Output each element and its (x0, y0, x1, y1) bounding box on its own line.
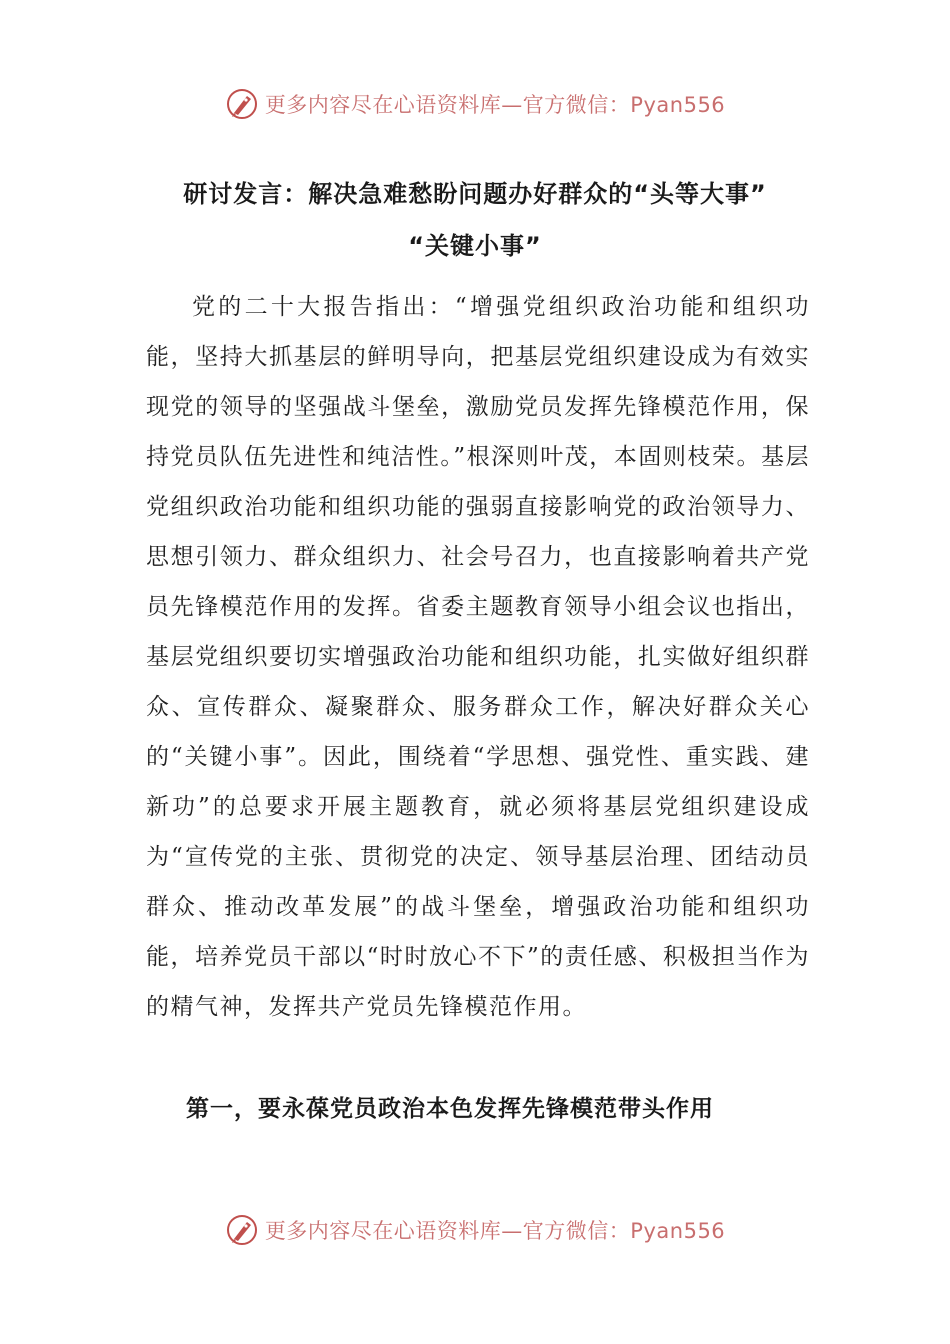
pen-nib-icon (225, 87, 259, 121)
watermark-text: 更多内容尽在心语资料库—官方微信：Pyan556 (264, 93, 726, 117)
header-watermark (0, 84, 950, 124)
pen-nib-icon (225, 1213, 259, 1247)
document-title-line-1: 研讨发言：解决急难愁盼问题办好群众的“头等大事” (183, 180, 767, 208)
footer-watermark (0, 1210, 950, 1250)
section-heading: 第一，要永葆党员政治本色发挥先锋模范带头作用 (186, 1096, 714, 1122)
watermark-text: 更多内容尽在心语资料库—官方微信：Pyan556 (264, 1219, 726, 1243)
document-title-line-2: “关键小事” (408, 232, 542, 260)
body-paragraph: 党的二十大报告指出：“增强党组织政治功能和组织功能，坚持大抓基层的鲜明导向，把基层党组织建设成为有效实现党的领导的坚强战斗堡垒，激励党员发挥先锋模范作用，保持党员队伍先进性和纯洁性。”根深则叶茂，本固则枝荣。基层党组织政治功能和组织功能的强弱直接影响党的政治领导力、思想引领力、群众组织力、社会号召力，也直接影响着共产党员先锋模范作用的发挥。省委主题教育领导小组会议也指出，基层党组织要切实增强政治功能和组织功能，扎实做好组织群众、宣传群众、凝聚群众、服务群众工作，解决好群众关心的“关键小事”。因此，围绕着“学思想、强党性、重实践、建新功”的总要求开展主题教育，就必须将基层党组织建设成为“宣传党的主张、贯彻党的决定、领导基层治理、团结动员群众、推动改革发展”的战斗堡垒，增强政治功能和组织功能，培养党员干部以“时时放心不下”的责任感、积极担当作为的精气神，发挥共产党员先锋模范作用。 (146, 294, 810, 1020)
